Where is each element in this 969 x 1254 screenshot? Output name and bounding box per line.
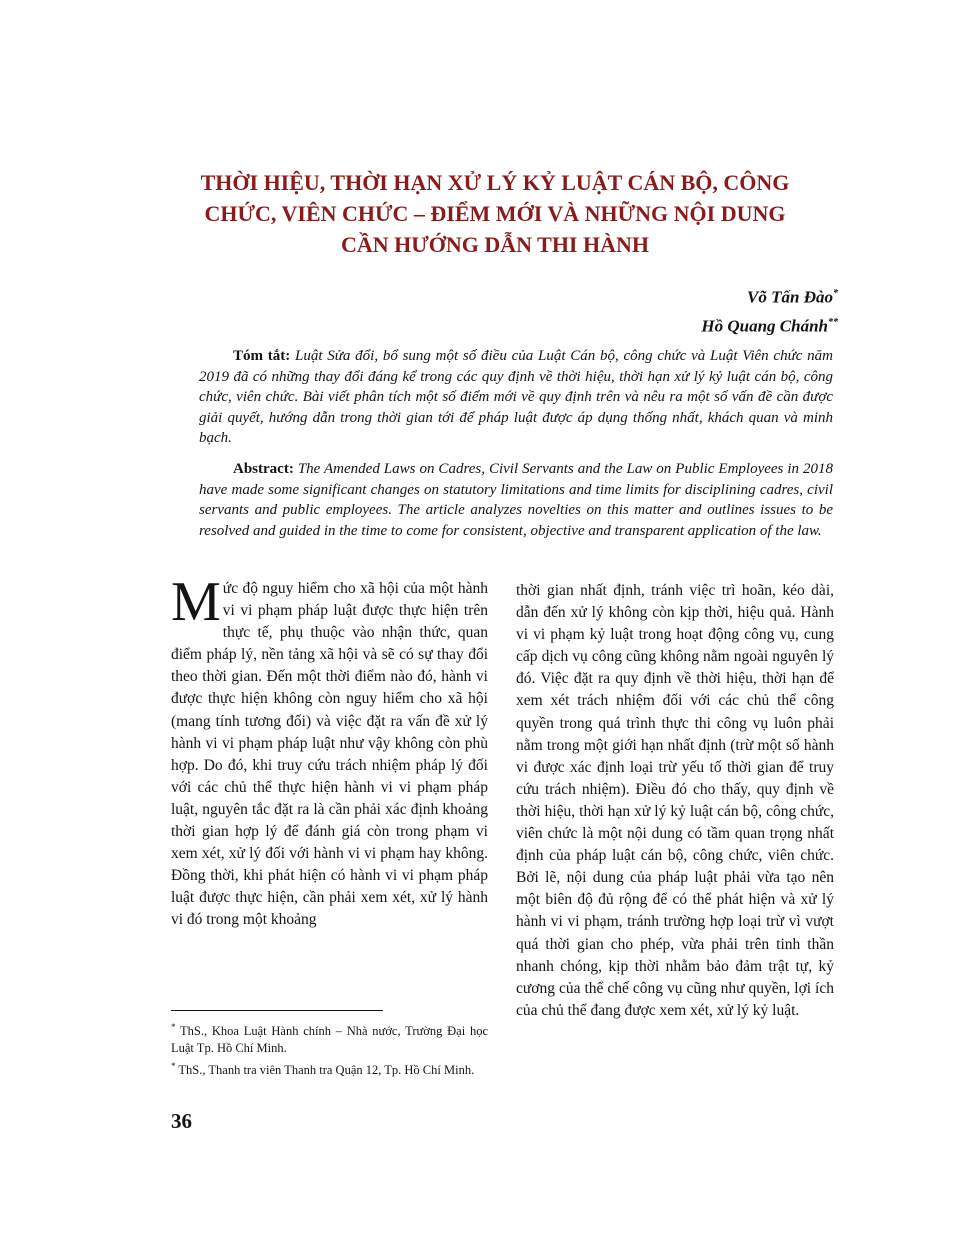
author-2: Hồ Quang Chánh** (701, 316, 838, 336)
body-left-text: ức độ nguy hiểm cho xã hội của một hành vi vi phạm pháp luật được thực hiện trên thực tế, phụ thuộc vào nhận thức, quan điểm pháp lý, nền tảng xã hội và sẽ có sự thay đổi theo thời gian. Đến một thời điểm nào đó, hành vi được thực hiện không còn nguy hiểm cho xã hội (mang tính tương đối) và việc đặt ra vấn đề xử lý hành vi vi phạm pháp luật như vậy không còn phù hợp. Do đó, khi truy cứu trách nhiệm pháp lý đối với các chủ thể thực hiện hành vi vi phạm pháp luật, nguyên tắc đặt ra là cần phải xác định khoảng thời gian hợp lý để đánh giá còn trong phạm vi xem xét, xử lý đối với hành vi vi phạm hay không. Đồng thời, khi phát hiện có hành vi vi phạm pháp luật được thực hiện, cần phải xem xét, xử lý hành vi đó trong một khoảng (171, 580, 488, 929)
abstract-english (199, 459, 833, 541)
footnote-1: * ThS., Khoa Luật Hành chính – Nhà nước, Trường Đại học Luật Tp. Hồ Chí Minh. (171, 1022, 488, 1056)
title-line-1: THỜI HIỆU, THỜI HẠN XỬ LÝ KỶ LUẬT CÁN BỘ, CÔNG (200, 170, 790, 195)
abstract-en-label: Abstract: (233, 461, 294, 477)
abstract-vietnamese (199, 346, 833, 449)
abstract-en-text: The Amended Laws on Cadres, Civil Servants and the Law on Public Employees in 2018 have made some significant changes on statutory limitations and time limits for disciplining cadres, civil servants and public employees. The article analyzes novelties on this matter and outlines issues to be resolved and guided in the time to come for consistent, objective and transparent application of the law. (199, 461, 834, 539)
title-line-2: CHỨC, VIÊN CHỨC – ĐIỂM MỚI VÀ NHỮNG NỘI DUNG (204, 201, 786, 226)
body-column-right (516, 580, 834, 1022)
footnote-divider (171, 1010, 383, 1011)
body-column-left (171, 571, 488, 932)
footnote-2: * ThS., Thanh tra viên Thanh tra Quận 12, Tp. Hồ Chí Minh. (171, 1061, 475, 1078)
title-line-3: CẦN HƯỚNG DẪN THI HÀNH (340, 232, 649, 257)
drop-cap: M (171, 571, 221, 633)
abstract-vi-label: Tóm tắt: (233, 348, 291, 364)
author-1: Võ Tấn Đào* (747, 287, 838, 307)
authors (701, 281, 838, 338)
body-right-text: thời gian nhất định, tránh việc trì hoãn, kéo dài, dẫn đến xử lý không còn kịp thời, hiệu quả. Hành vi vi phạm kỷ luật trong hoạt động công vụ, cung cấp dịch vụ công cũng không nằm ngoài nguyên lý đó. Việc đặt ra quy định về thời hiệu, thời hạn để xem xét trách nhiệm đối với các chủ thể công quyền trong quá trình thực thi công vụ luôn phải nằm trong một giới hạn nhất định (trừ một số hành vi được xác định loại trừ yếu tố thời gian để truy cứu trách nhiệm). Điều đó cho thấy, quy định về thời hiệu, thời hạn xử lý kỷ luật cán bộ, công chức, viên chức là một nội dung có tầm quan trọng nhất định của pháp luật cán bộ, công chức, viên chức. Bởi lẽ, nội dung của pháp luật phải vừa tạo nên một biên độ đủ rộng để có thể phát hiện và xử lý hành vi vi phạm, tránh trường hợp loại trừ vì vượt quá thời gian cho phép, vừa phải trên tinh thần nhanh chóng, kịp thời nhằm bảo đảm trật tự, kỷ cương của thể chế công vụ cũng như quyền, lợi ích của chủ thể đang được xem xét, xử lý kỷ luật. (516, 582, 834, 1019)
footnotes (171, 1019, 488, 1080)
page-number: 36 (171, 1109, 192, 1133)
abstract-vi-text: Luật Sửa đổi, bổ sung một số điều của Luật Cán bộ, công chức và Luật Viên chức năm 2019 đã có những thay đổi đáng kể trong các quy định về thời hiệu, thời hạn xử lý kỷ luật cán bộ, công chức, viên chức. Bài viết phân tích một số điểm mới về quy định trên và nêu ra một số vấn đề cần được giải quyết, hướng dẫn trong thời gian tới để pháp luật được áp dụng thống nhất, khách quan và minh bạch. (199, 348, 833, 446)
article-title (150, 167, 840, 260)
